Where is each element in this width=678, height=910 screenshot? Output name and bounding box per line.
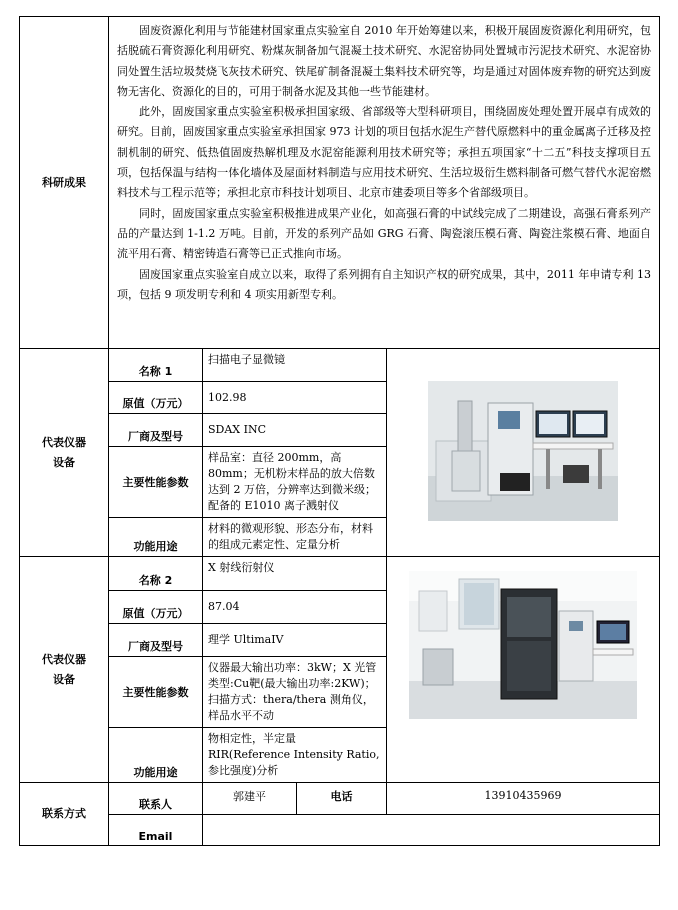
performance-label: 主要性能参数 xyxy=(109,447,203,518)
function-label: 功能用途 xyxy=(109,518,203,557)
research-section-label: 科研成果 xyxy=(20,17,109,349)
name-label: 名称 2 xyxy=(109,557,203,591)
contact-email-row xyxy=(20,815,660,846)
contact-person-label: 联系人 xyxy=(109,783,203,815)
instrument-price: 102.98 xyxy=(203,382,387,414)
instrument-1-photo-cell xyxy=(387,349,660,557)
instrument-price: 87.04 xyxy=(203,591,387,624)
contact-email xyxy=(203,815,660,846)
instrument-1-section-label xyxy=(20,349,109,557)
contact-section-label: 联系方式 xyxy=(20,783,109,846)
phone-label: 电话 xyxy=(297,783,387,815)
instrument-section-text: 代表仪器设备 xyxy=(42,435,86,469)
name-label: 名称 1 xyxy=(109,349,203,382)
function-label: 功能用途 xyxy=(109,728,203,783)
email-label: Email xyxy=(109,815,203,846)
instrument-1-name-row xyxy=(20,349,660,382)
instrument-maker: 理学 UltimaIV xyxy=(203,624,387,657)
instrument-2-name-row xyxy=(20,557,660,591)
instrument-performance: 样品室：直径 200mm，高 80mm；无机粉末样品的放大倍数达到 2 万倍，分辨率达到微米级；配备的 E1010 离子溅射仪 xyxy=(203,447,387,518)
instrument-function: 物相定性，半定量 RIR(Reference Intensity Ratio,参比强度)分析 xyxy=(203,728,387,783)
maker-label: 厂商及型号 xyxy=(109,414,203,447)
performance-label: 主要性能参数 xyxy=(109,657,203,728)
research-paragraph: 固废国家重点实验室自成立以来，取得了系列拥有自主知识产权的研究成果，其中，2011 年申请专利 13 项，包括 9 项发明专利和 4 项实用新型专利。 xyxy=(117,267,652,301)
research-row xyxy=(20,17,660,349)
contact-person-row xyxy=(20,783,660,815)
instrument-2-photo-cell xyxy=(387,557,660,783)
research-paragraph: 此外，固废国家重点实验室积极承担国家级、省部级等大型科研项目，围绕固废处理处置开展卓有成效的研究。目前，固废国家重点实验室承担国家 973 计划的项目包括水泥生产替代原燃料中的重金属离子迁移及控制机制的研究、低热值固废热解机理及水泥窑能源利用技术研究等；承担五项国家“十二五”科技支撑项目五项，包括保温与结构一体化墙体及屋面材料制造与应用技术研究、生活垃圾衍生燃料制备可燃气替代水泥窑燃料技术与工程示范等；承担北京市科技计划项目、北京市建委项目等多个省部级项目。 xyxy=(117,105,652,200)
instrument-performance: 仪器最大输出功率：3kW；X 光管类型:Cu靶(最大输出功率:2KW)；扫描方式：thera/thera 测角仪，样品水平不动 xyxy=(203,657,387,728)
research-text xyxy=(109,17,660,349)
instrument-name: 扫描电子显微镜 xyxy=(203,349,387,382)
research-paragraph: 固废资源化利用与节能建材国家重点实验室自 2010 年开始筹建以来，积极开展固废资源化利用研究，包括脱硫石膏资源化利用研究、粉煤灰制备加气混凝土技术研究、水泥窑协同处置城市污泥技术研究、水泥窑协同处置生活垃圾焚烧飞灰技术研究、铁尾矿制备混凝土集料技术研究等，均是通过对固体废弃物的研究达到废物无害化、资源化的目的，可用于制备水泥及其他一些节能建材。 xyxy=(117,24,652,98)
instrument-section-text: 代表仪器设备 xyxy=(42,652,86,686)
instrument-name: X 射线衍射仪 xyxy=(203,557,387,591)
contact-phone: 13910435969 xyxy=(387,783,660,815)
price-label: 原值（万元） xyxy=(109,591,203,624)
instrument-function: 材料的微观形貌、形态分布，材料的组成元素定性、定量分析 xyxy=(203,518,387,557)
research-paragraph: 同时，固废国家重点实验室积极推进成果产业化，如高强石膏的中试线完成了二期建设，高强石膏系列产品的产量达到 1-1.2 万吨。目前，开发的系列产品如 GRG 石膏、陶瓷滚压模石膏、陶瓷注浆模石膏、地面自流平用石膏、精密铸造石膏等已正式推向市场。 xyxy=(117,206,652,261)
lab-info-table xyxy=(19,16,660,846)
price-label: 原值（万元） xyxy=(109,382,203,414)
xrd-photo xyxy=(409,571,637,719)
sem-photo xyxy=(428,381,618,521)
maker-label: 厂商及型号 xyxy=(109,624,203,657)
instrument-maker: SDAX INC xyxy=(203,414,387,447)
contact-person: 郭建平 xyxy=(203,783,297,815)
instrument-2-section-label xyxy=(20,557,109,783)
